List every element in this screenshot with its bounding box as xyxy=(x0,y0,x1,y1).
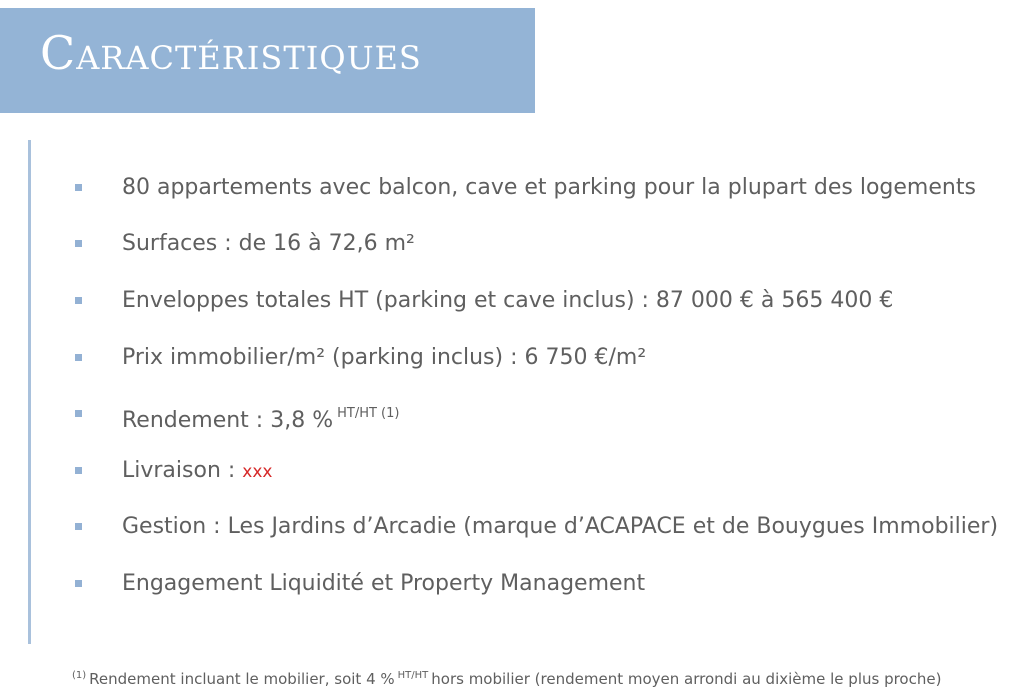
page-title: Caractéristiques xyxy=(40,26,422,80)
footnote-text-before: Rendement incluant le mobilier, soit 4 % xyxy=(89,670,395,688)
square-bullet-icon xyxy=(75,467,82,474)
list-item-text: Prix immobilier/m² (parking inclus) : 6 750 €/m² xyxy=(122,345,647,370)
left-accent-rule xyxy=(28,140,31,644)
square-bullet-icon xyxy=(75,580,82,587)
list-item-text xyxy=(122,400,399,435)
list-item xyxy=(70,396,1000,432)
list-item-text: Engagement Liquidité et Property Management xyxy=(122,571,646,596)
footnote-text-after: hors mobilier (rendement moyen arrondi au dixième le plus proche) xyxy=(431,670,942,688)
square-bullet-icon xyxy=(75,523,82,530)
square-bullet-icon xyxy=(75,240,82,247)
rendement-superscript: HT/HT (1) xyxy=(337,406,400,421)
title-banner xyxy=(0,8,535,113)
list-item-text: 80 appartements avec balcon, cave et parking pour la plupart des logements xyxy=(122,175,976,200)
livraison-placeholder-value: xxx xyxy=(242,462,273,482)
footnote xyxy=(72,670,941,688)
list-item xyxy=(70,509,1000,545)
list-item-text xyxy=(122,457,272,486)
footnote-marker: (1) xyxy=(72,670,87,681)
list-item xyxy=(70,170,1000,206)
square-bullet-icon xyxy=(75,297,82,304)
list-item xyxy=(70,340,1000,376)
list-item-text: Surfaces : de 16 à 72,6 m² xyxy=(122,231,415,256)
list-item xyxy=(70,226,1000,262)
list-item xyxy=(70,283,1000,319)
footnote-superscript: HT/HT xyxy=(397,670,429,681)
rendement-text: Rendement : 3,8 % xyxy=(122,408,334,433)
square-bullet-icon xyxy=(75,184,82,191)
list-item xyxy=(70,453,1000,489)
livraison-label: Livraison : xyxy=(122,458,243,483)
square-bullet-icon xyxy=(75,410,82,417)
square-bullet-icon xyxy=(75,354,82,361)
list-item-text: Enveloppes totales HT (parking et cave inclus) : 87 000 € à 565 400 € xyxy=(122,288,894,313)
list-item xyxy=(70,566,1000,602)
list-item-text: Gestion : Les Jardins d’Arcadie (marque d’ACAPACE et de Bouygues Immobilier) xyxy=(122,514,999,539)
